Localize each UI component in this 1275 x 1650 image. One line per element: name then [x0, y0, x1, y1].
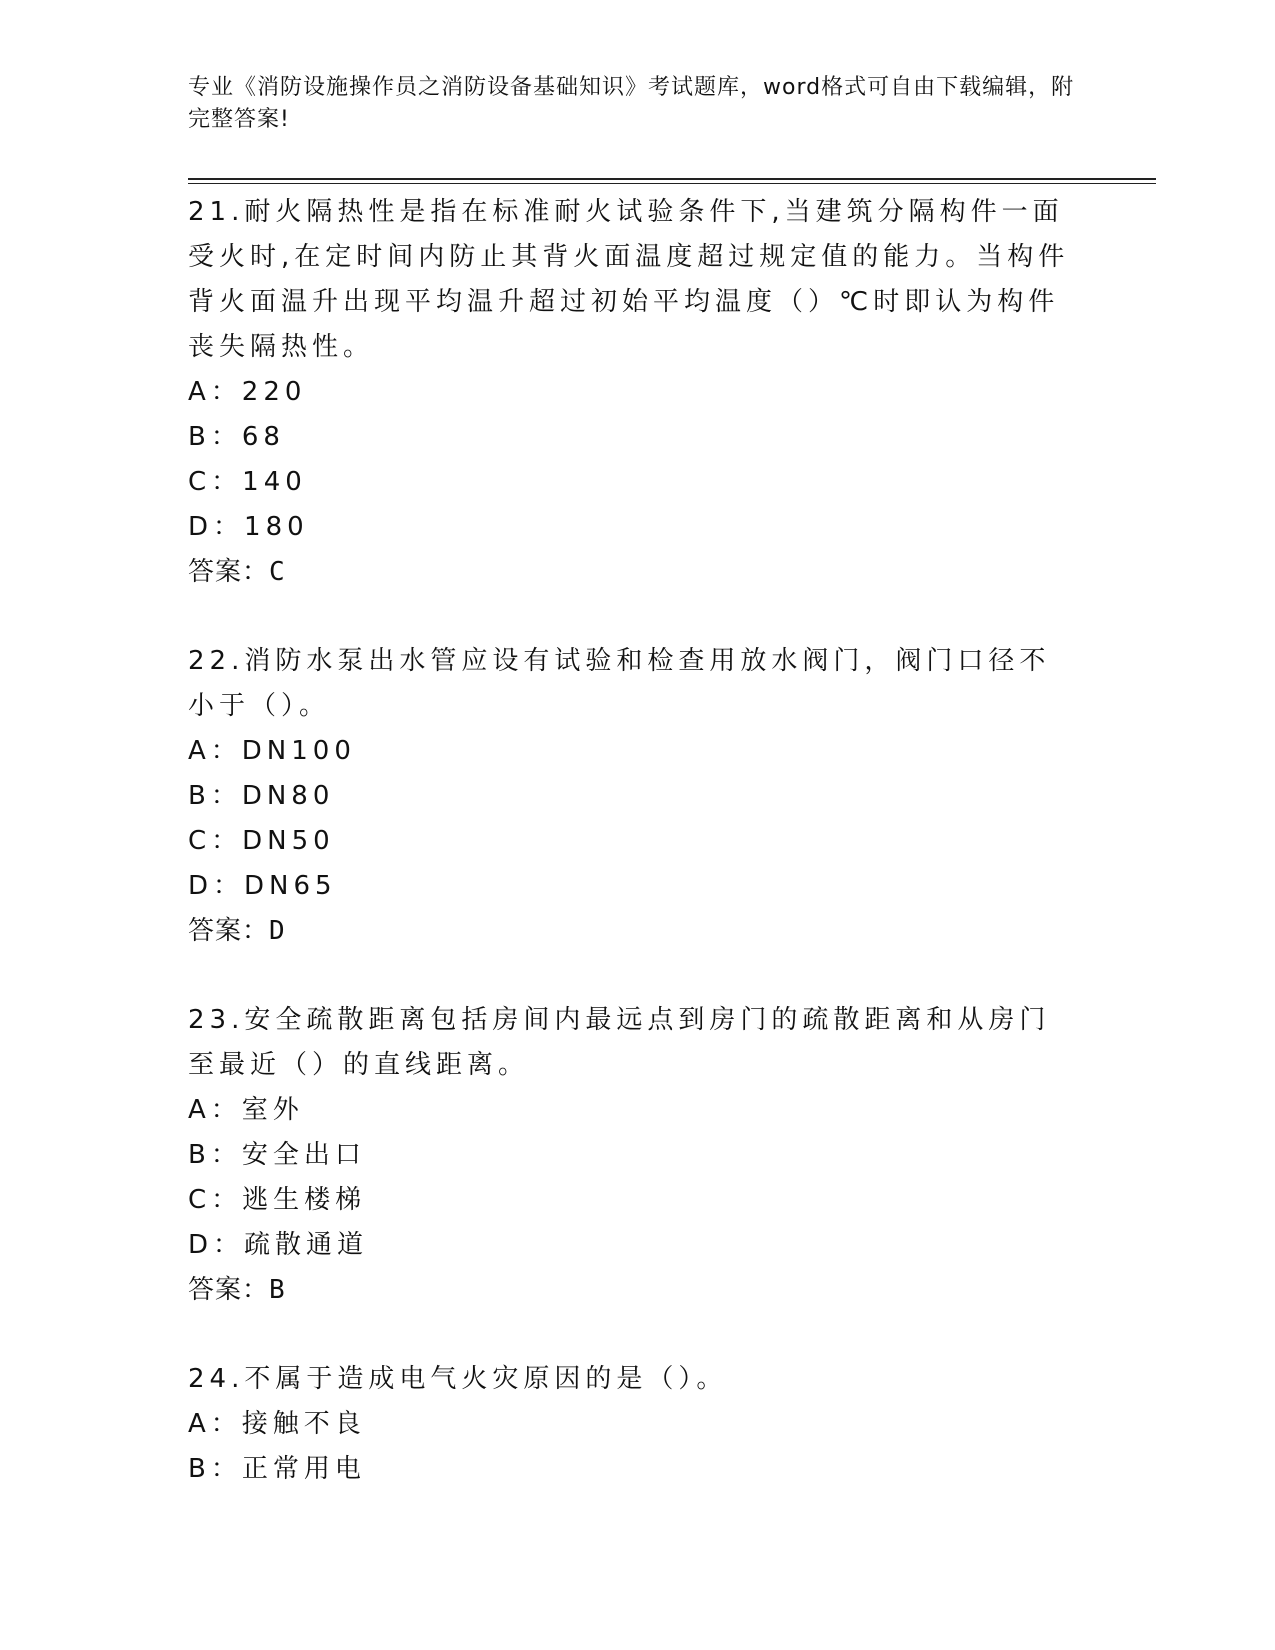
- option-b: B：正常用电: [188, 1454, 366, 1484]
- question-stem: 23.安全疏散距离包括房间内最远点到房门的疏散距离和从房门至最近（）的直线距离。: [188, 1005, 1051, 1080]
- option-d: D：DN65: [188, 871, 337, 901]
- option-a: A：接触不良: [188, 1409, 366, 1439]
- answer-value: D: [269, 916, 286, 946]
- option-a: A：DN100: [188, 736, 356, 766]
- document-intro: 专业《消防设施操作员之消防设备基础知识》考试题库，word格式可自由下载编辑，附完整答案!: [188, 75, 1075, 132]
- option-b: B：DN80: [188, 781, 335, 811]
- option-d: D：180: [188, 512, 309, 542]
- question-24: [188, 1357, 1078, 1492]
- option-d: D：疏散通道: [188, 1230, 369, 1260]
- option-c: C：DN50: [188, 826, 335, 856]
- answer-line: [188, 550, 1078, 595]
- answer-value: C: [269, 557, 286, 587]
- answer-line: [188, 1268, 1078, 1313]
- answer-label: 答案：: [188, 1275, 270, 1305]
- question-21: [188, 190, 1078, 595]
- question-22: [188, 639, 1078, 954]
- question-23: [188, 998, 1078, 1313]
- question-stem: 21.耐火隔热性是指在标准耐火试验条件下,当建筑分隔构件一面受火时,在定时间内防止其背火面温度超过规定值的能力。当构件背火面温升出现平均温升超过初始平均温度（）℃时即认为构件丧失隔热性。: [188, 197, 1070, 362]
- question-stem: 24.不属于造成电气火灾原因的是（）。: [188, 1364, 728, 1394]
- question-stem: 22.消防水泵出水管应设有试验和检查用放水阀门，阀门口径不小于（）。: [188, 646, 1051, 721]
- header-divider-thin: [188, 183, 1156, 184]
- option-b: B：68: [188, 422, 285, 452]
- answer-label: 答案：: [188, 557, 270, 587]
- header-divider-thick: [188, 178, 1156, 180]
- question-list: [188, 190, 1078, 1536]
- option-a: A：室外: [188, 1095, 304, 1125]
- option-c: C：逃生楼梯: [188, 1185, 367, 1215]
- option-b: B：安全出口: [188, 1140, 366, 1170]
- answer-label: 答案：: [188, 916, 270, 946]
- option-c: C：140: [188, 467, 307, 497]
- option-a: A：220: [188, 377, 307, 407]
- answer-value: B: [269, 1275, 286, 1305]
- answer-line: [188, 909, 1078, 954]
